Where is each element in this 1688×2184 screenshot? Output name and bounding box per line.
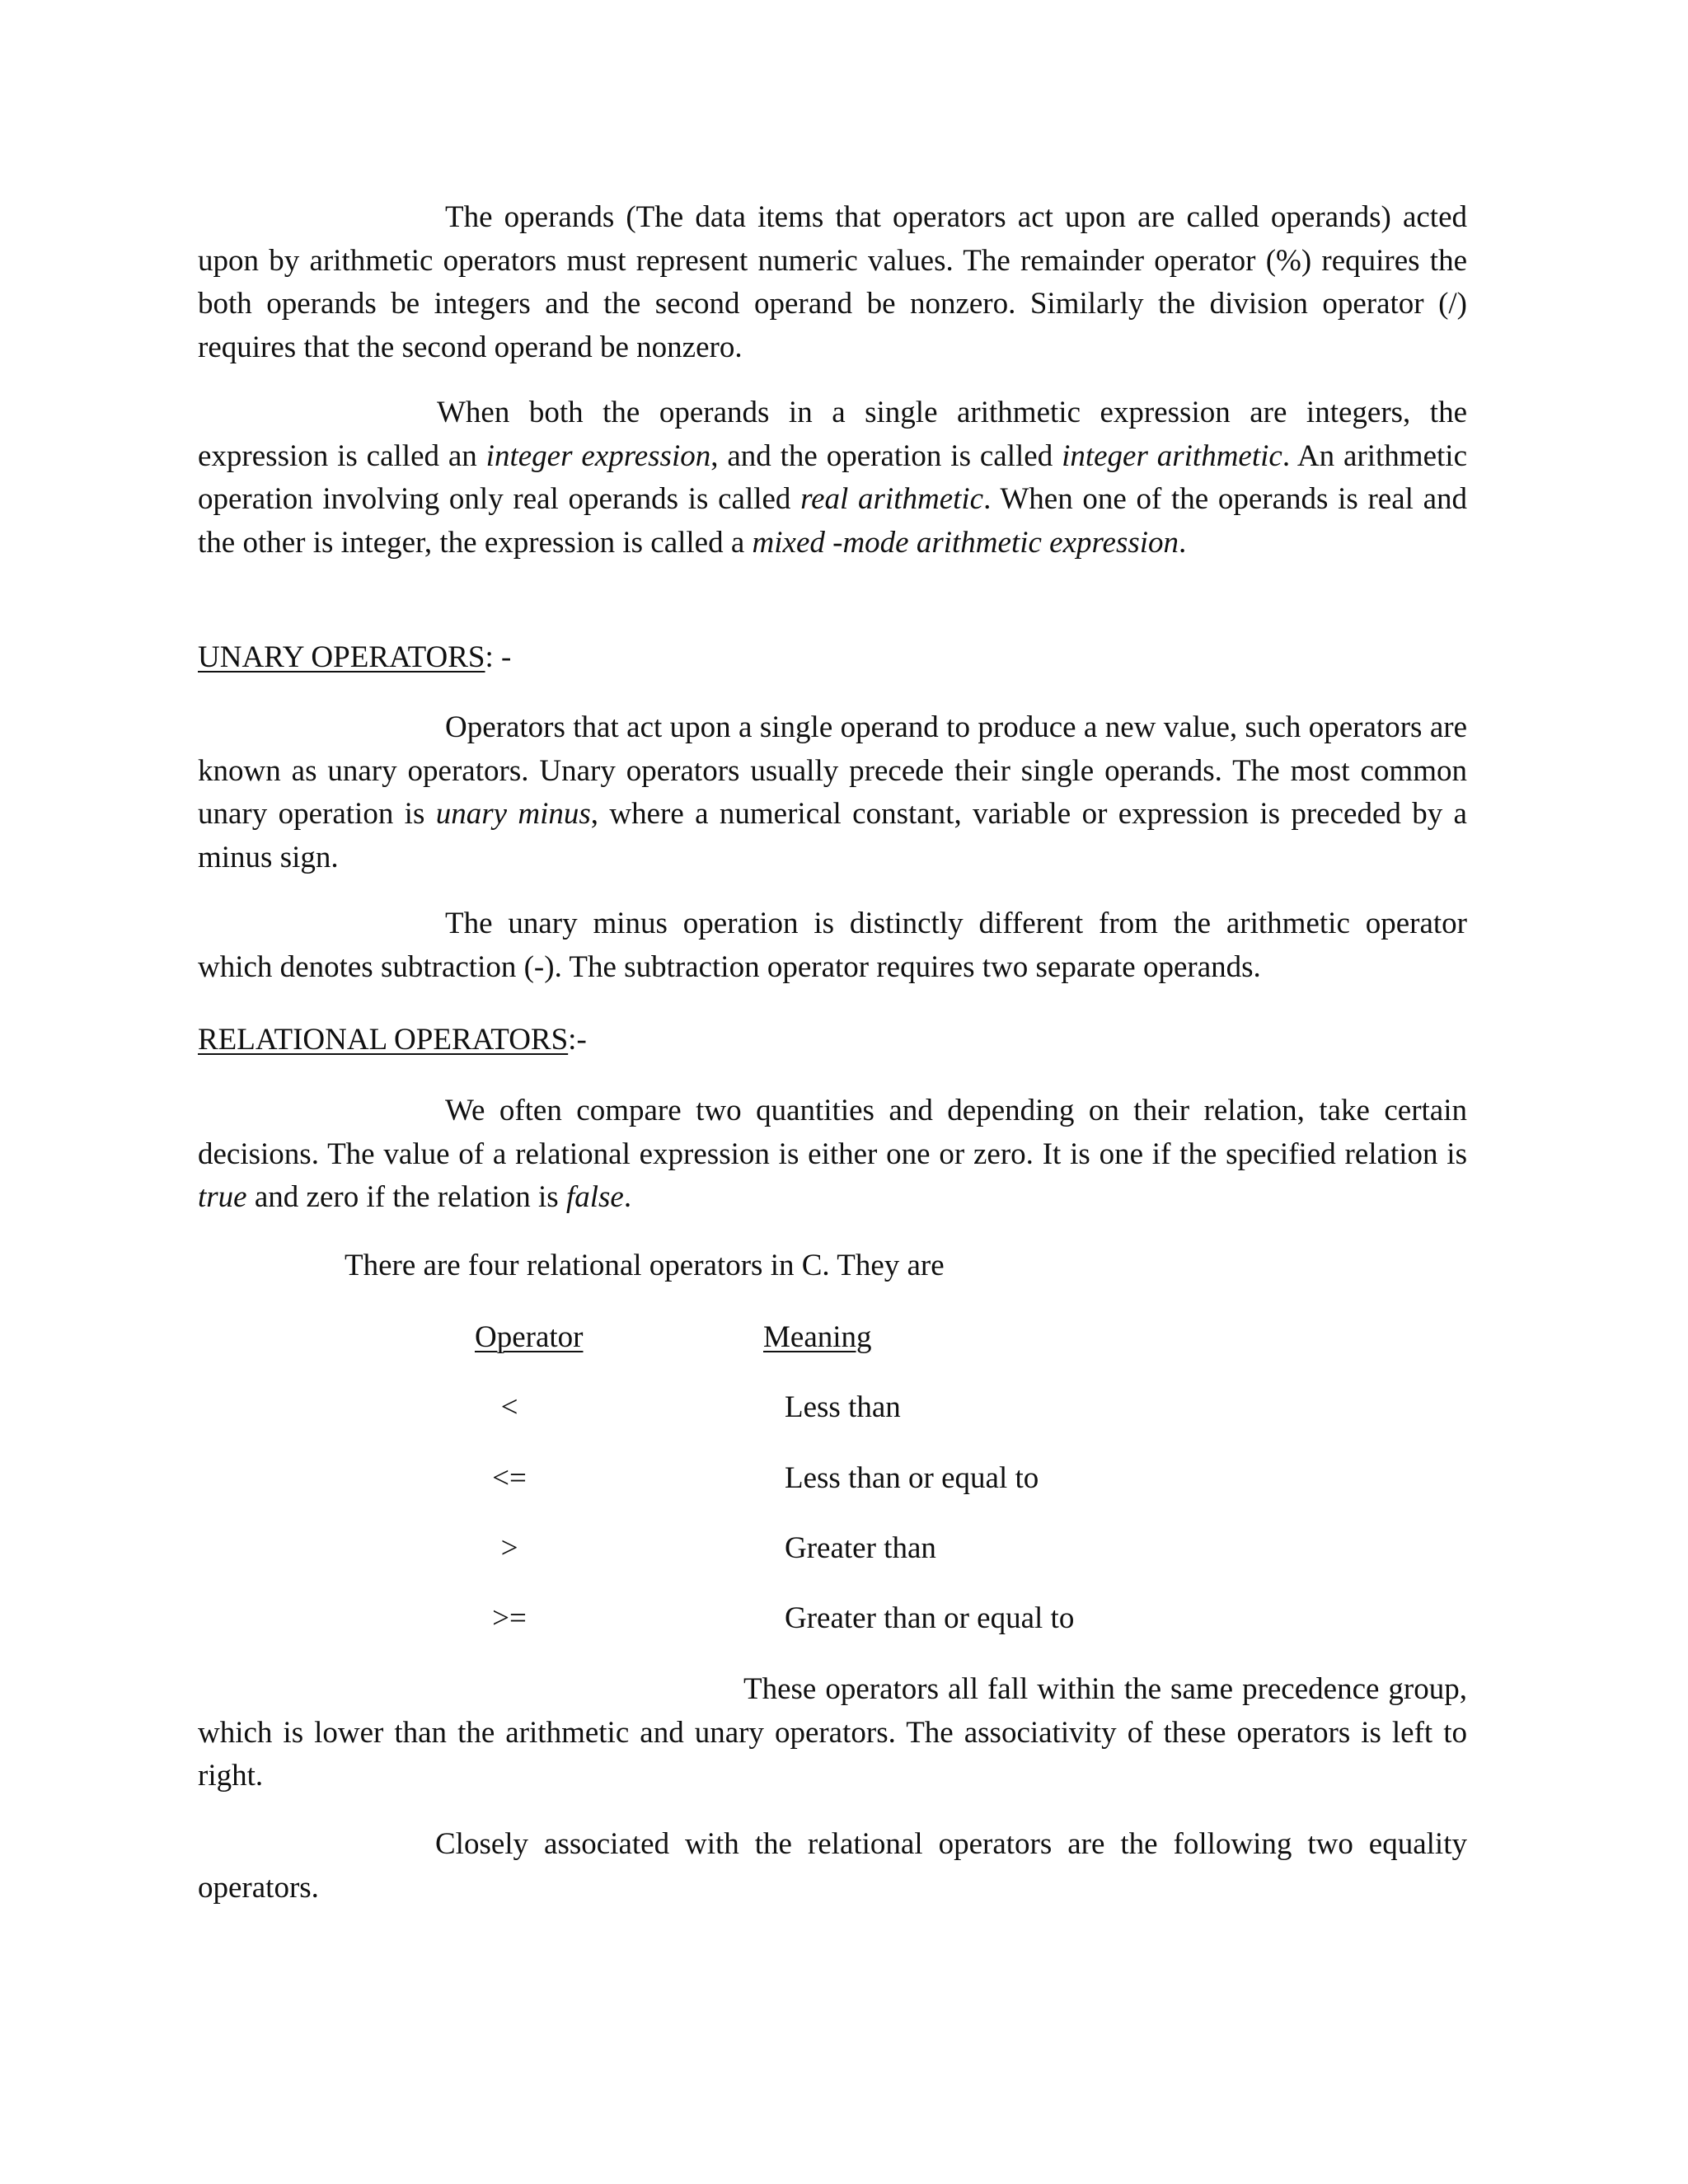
paragraph-relational-definition: [198, 1090, 1467, 1220]
text-run: , where a numerical constant, variable or expression is preceded by a minus sign.: [198, 797, 1467, 874]
paragraph-precedence: These operators all fall within the same precedence group, which is lower than the arithmetic and unary operators. The associativity of these operators is left to right.: [198, 1672, 1467, 1793]
text-run: When both the operands in a single arithmetic expression are integers, the expression is called an: [198, 396, 1467, 473]
table-cell-meaning: Less than: [785, 1390, 901, 1424]
table-cell-meaning: Greater than or equal to: [785, 1601, 1075, 1635]
text-run: . When one of the operands is real and the other is integer, the expression is called a: [198, 482, 1468, 560]
heading-relational-operators: [198, 1019, 587, 1062]
table-cell-operator: <: [500, 1390, 518, 1424]
text-run: Operators that act upon a single operand to produce a new value, such operators are known as unary operators. Unary operators usually precede their single operands. The most common unary operation is: [198, 710, 1467, 831]
italic-term: mixed -mode arithmetic expression: [752, 525, 1179, 560]
paragraph-unary-definition: [198, 706, 1467, 879]
text-run: We often compare two quantities and depending on their relation, take certain decisions. The value of a relational expression is either one or zero. It is one if the specified relation is: [198, 1094, 1467, 1171]
paragraph-equality-operators: Closely associated with the relational operators are the following two equality operators.: [198, 1827, 1467, 1905]
table-header-operator: Operator: [475, 1320, 584, 1354]
text-run: .: [1179, 525, 1187, 560]
text-run: .: [623, 1180, 632, 1214]
heading-suffix: : -: [485, 640, 512, 674]
heading-unary-operators: [198, 636, 511, 679]
table-cell-operator: >=: [492, 1601, 527, 1635]
heading-label: UNARY OPERATORS: [198, 640, 485, 674]
text-run: . An arithmetic operation involving only real operands is called: [198, 438, 1467, 516]
italic-term: integer arithmetic: [1062, 438, 1282, 473]
italic-term: real arithmetic: [800, 482, 984, 516]
heading-label: RELATIONAL OPERATORS: [198, 1023, 569, 1057]
text-run: and zero if the relation is: [246, 1180, 566, 1214]
paragraph-unary-minus: The unary minus operation is distinctly different from the arithmetic operator which denotes subtraction (-). The subtraction operator requires two separate operands.: [198, 907, 1467, 984]
table-cell-meaning: Greater than: [785, 1531, 936, 1565]
italic-term: unary minus: [435, 797, 591, 831]
paragraph-four-operators: There are four relational operators in C. They are: [345, 1249, 945, 1282]
text-run: , and the operation is called: [710, 438, 1062, 473]
table-cell-operator: >: [500, 1531, 518, 1565]
table-header-meaning: Meaning: [763, 1320, 872, 1354]
table-cell-operator: <=: [492, 1461, 527, 1495]
heading-suffix: :-: [568, 1023, 587, 1057]
paragraph-integer-expression: [198, 391, 1467, 565]
italic-term: false: [565, 1180, 624, 1214]
table-cell-meaning: Less than or equal to: [785, 1461, 1039, 1495]
italic-term: integer expression: [485, 438, 711, 473]
italic-term: true: [198, 1180, 247, 1214]
paragraph-operands: The operands (The data items that operators act upon are called operands) acted upon by arithmetic operators must represent numeric values. The remainder operator (%) requires the both operands be integers and the second operand be nonzero. Similarly the division operator (/) requires that the second operand be nonzero.: [198, 200, 1467, 364]
